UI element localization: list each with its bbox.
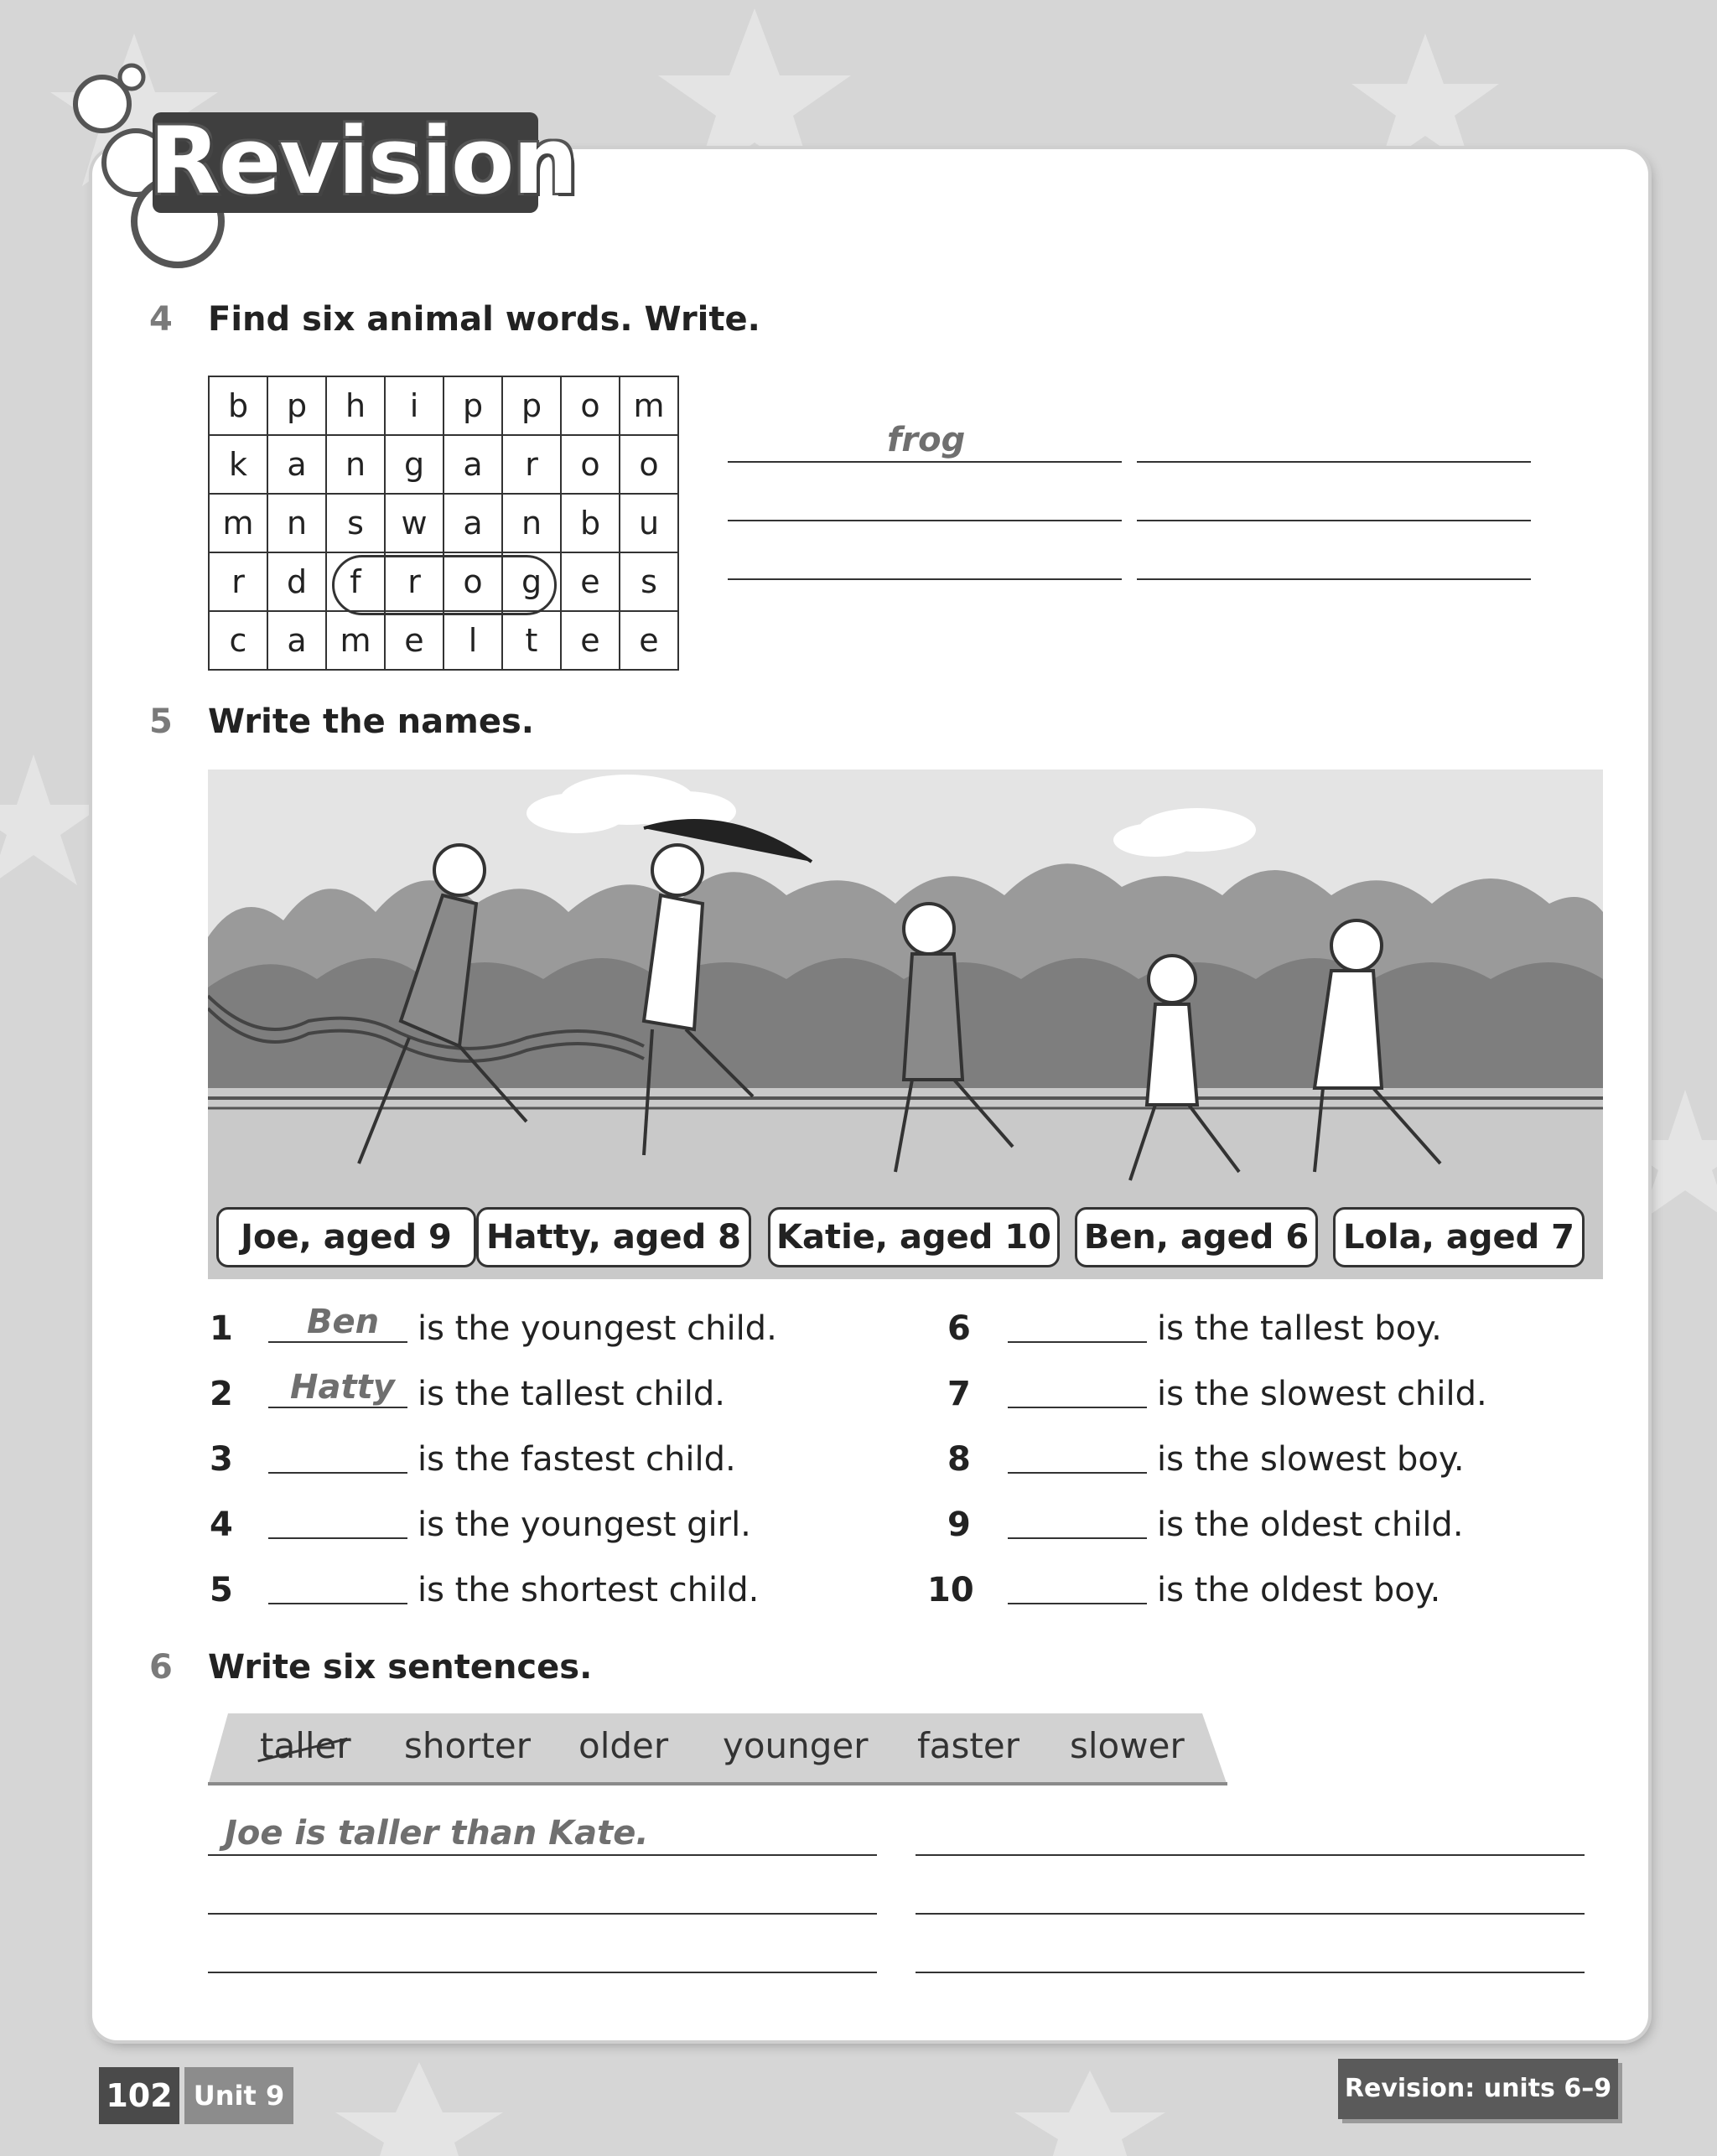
name-box-hatty: Hatty, aged 8 <box>476 1207 751 1267</box>
example-sentence: Joe is taller than Kate. <box>225 1814 649 1853</box>
grid-cell[interactable]: e <box>561 552 620 611</box>
question-number: 8 <box>947 1440 971 1479</box>
answer-line-5[interactable] <box>728 578 1122 580</box>
grid-cell[interactable]: g <box>502 552 561 611</box>
sentence-line[interactable] <box>916 1913 1585 1915</box>
question-number: 10 <box>927 1571 974 1609</box>
grid-cell[interactable]: o <box>620 435 678 494</box>
question-answer-line[interactable] <box>268 1537 407 1539</box>
grid-cell[interactable]: r <box>502 435 561 494</box>
question-answer-line[interactable] <box>268 1472 407 1474</box>
grid-cell[interactable]: n <box>326 435 385 494</box>
question-text: is the tallest child. <box>418 1375 725 1413</box>
grid-cell[interactable]: b <box>209 376 267 435</box>
grid-cell[interactable]: m <box>209 494 267 552</box>
grid-cell[interactable]: f <box>326 552 385 611</box>
grid-cell[interactable]: m <box>326 611 385 670</box>
question-answer-line[interactable] <box>1008 1537 1147 1539</box>
name-box-lola: Lola, aged 7 <box>1333 1207 1585 1267</box>
sentence-line[interactable] <box>208 1972 877 1973</box>
grid-cell[interactable]: c <box>209 611 267 670</box>
word-search-grid <box>208 376 679 671</box>
grid-cell[interactable]: i <box>385 376 444 435</box>
grid-cell[interactable]: w <box>385 494 444 552</box>
answer-line-4[interactable] <box>1137 520 1531 521</box>
race-illustration <box>208 770 1603 1279</box>
grid-cell[interactable]: d <box>267 552 326 611</box>
answer-line-2[interactable] <box>1137 461 1531 463</box>
question-text: is the slowest child. <box>1157 1375 1487 1413</box>
question-text: is the oldest child. <box>1157 1506 1464 1544</box>
grid-cell[interactable]: r <box>385 552 444 611</box>
page-title: Revision <box>149 107 577 215</box>
answer-line-3[interactable] <box>728 520 1122 521</box>
exercise-5-instruction: Write the names. <box>208 702 534 741</box>
exercise-5-number: 5 <box>149 702 173 741</box>
question-number: 2 <box>210 1375 233 1413</box>
word-bank-item: shorter <box>404 1725 532 1766</box>
grid-cell[interactable]: r <box>209 552 267 611</box>
answer-frog: frog <box>887 421 966 459</box>
question-answer: Ben <box>307 1303 380 1341</box>
question-number: 1 <box>210 1309 233 1348</box>
grid-cell[interactable]: a <box>444 494 502 552</box>
name-box-ben: Ben, aged 6 <box>1075 1207 1318 1267</box>
question-text: is the fastest child. <box>418 1440 736 1479</box>
grid-cell[interactable]: p <box>267 376 326 435</box>
exercise-6-instruction: Write six sentences. <box>208 1648 593 1687</box>
question-number: 9 <box>947 1506 971 1544</box>
grid-cell[interactable]: b <box>561 494 620 552</box>
question-number: 7 <box>947 1375 971 1413</box>
question-text: is the tallest boy. <box>1157 1309 1442 1348</box>
grid-cell[interactable]: a <box>267 611 326 670</box>
grid-cell[interactable]: o <box>561 376 620 435</box>
grid-cell[interactable]: k <box>209 435 267 494</box>
question-answer: Hatty <box>290 1368 395 1407</box>
exercise-6-number: 6 <box>149 1648 173 1687</box>
frog-circle-mark <box>332 555 557 615</box>
question-answer-line[interactable] <box>268 1603 407 1604</box>
question-text: is the oldest boy. <box>1157 1571 1441 1609</box>
word-bank-item: faster <box>917 1725 1019 1766</box>
name-box-joe: Joe, aged 9 <box>216 1207 476 1267</box>
question-text: is the youngest child. <box>418 1309 777 1348</box>
grid-cell[interactable]: g <box>385 435 444 494</box>
grid-cell[interactable]: n <box>502 494 561 552</box>
exercise-4-instruction: Find six animal words. Write. <box>208 300 760 339</box>
sentence-line[interactable] <box>916 1972 1585 1973</box>
grid-cell[interactable]: s <box>620 552 678 611</box>
sentence-line[interactable] <box>916 1854 1585 1856</box>
question-number: 4 <box>210 1506 233 1544</box>
grid-cell[interactable]: l <box>444 611 502 670</box>
question-number: 5 <box>210 1571 233 1609</box>
question-answer-line[interactable] <box>1008 1603 1147 1604</box>
grid-cell[interactable]: a <box>444 435 502 494</box>
question-text: is the youngest girl. <box>418 1506 751 1544</box>
unit-label: Unit 9 <box>184 2067 293 2124</box>
grid-cell[interactable]: e <box>561 611 620 670</box>
answer-line-1[interactable] <box>728 461 1122 463</box>
question-answer-line[interactable] <box>268 1407 407 1408</box>
grid-cell[interactable]: n <box>267 494 326 552</box>
grid-cell[interactable]: a <box>267 435 326 494</box>
grid-cell[interactable]: o <box>444 552 502 611</box>
sentence-line[interactable] <box>208 1854 877 1856</box>
name-box-katie: Katie, aged 10 <box>768 1207 1060 1267</box>
grid-cell[interactable]: o <box>561 435 620 494</box>
answer-line-6[interactable] <box>1137 578 1531 580</box>
grid-cell[interactable]: s <box>326 494 385 552</box>
question-text: is the shortest child. <box>418 1571 760 1609</box>
question-answer-line[interactable] <box>268 1341 407 1343</box>
word-bank-item: younger <box>723 1725 869 1766</box>
word-bank-item: taller <box>260 1725 351 1766</box>
grid-cell[interactable]: t <box>502 611 561 670</box>
word-bank-item: slower <box>1070 1725 1185 1766</box>
grid-cell[interactable]: e <box>620 611 678 670</box>
page-number: 102 <box>99 2067 179 2124</box>
question-number: 3 <box>210 1440 233 1479</box>
grid-cell[interactable]: h <box>326 376 385 435</box>
grid-cell[interactable]: e <box>385 611 444 670</box>
grid-cell[interactable]: p <box>444 376 502 435</box>
grid-cell[interactable]: m <box>620 376 678 435</box>
word-bank-item: older <box>578 1725 669 1766</box>
question-number: 6 <box>947 1309 971 1348</box>
section-label: Revision: units 6–9 <box>1338 2059 1618 2119</box>
question-answer-line[interactable] <box>1008 1341 1147 1343</box>
grid-cell[interactable]: u <box>620 494 678 552</box>
question-answer-line[interactable] <box>1008 1472 1147 1474</box>
sentence-line[interactable] <box>208 1913 877 1915</box>
question-text: is the slowest boy. <box>1157 1440 1465 1479</box>
exercise-4-number: 4 <box>149 300 173 339</box>
question-answer-line[interactable] <box>1008 1407 1147 1408</box>
grid-cell[interactable]: p <box>502 376 561 435</box>
